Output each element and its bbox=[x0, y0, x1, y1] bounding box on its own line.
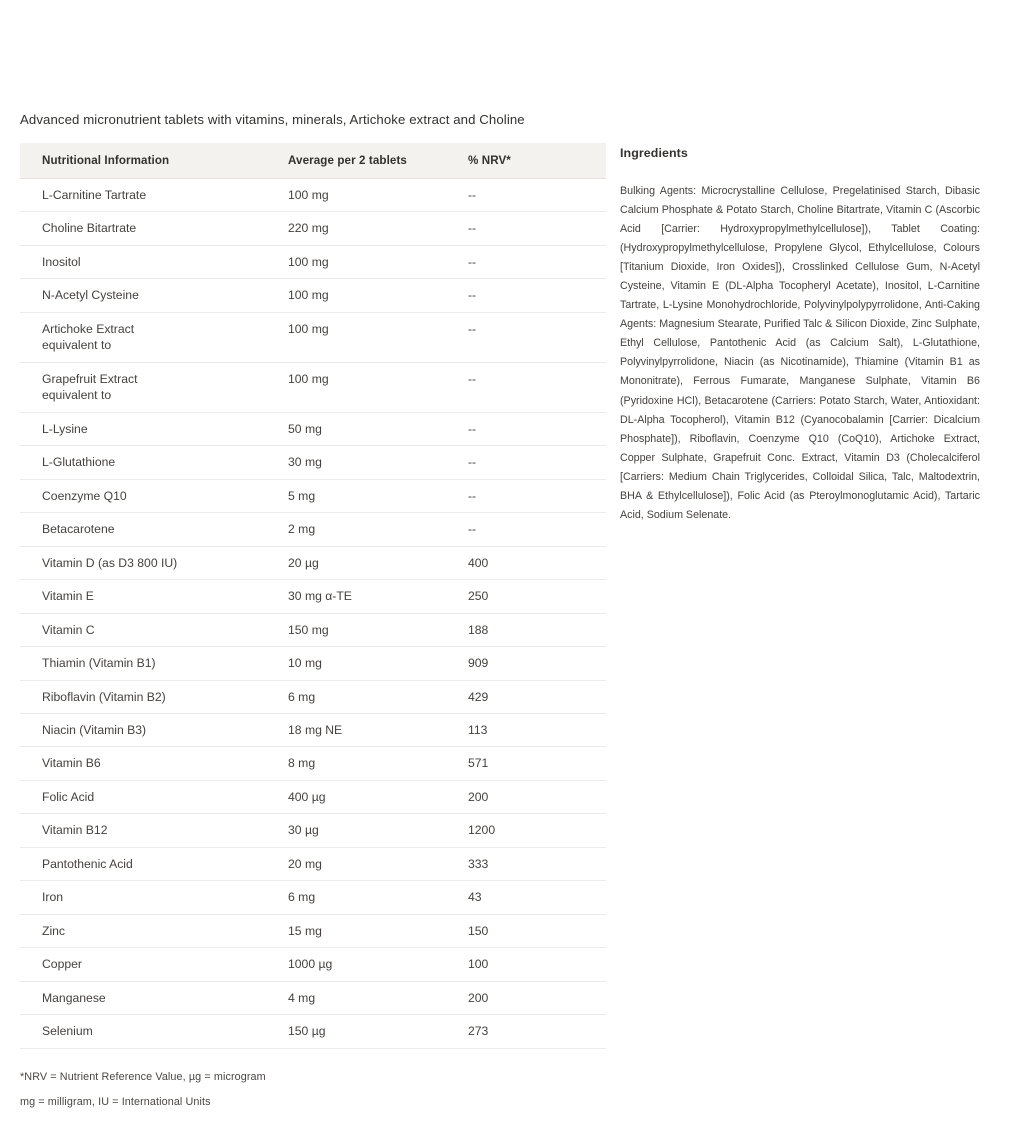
cell-nrv: -- bbox=[468, 446, 606, 479]
cell-nrv: 100 bbox=[468, 948, 606, 981]
cell-amount: 100 mg bbox=[288, 312, 468, 362]
table-row bbox=[20, 279, 606, 312]
cell-amount: 6 mg bbox=[288, 680, 468, 713]
cell-nutrient bbox=[20, 914, 288, 947]
nutrient-name: Folic Acid bbox=[42, 789, 95, 804]
cell-nutrient bbox=[20, 513, 288, 546]
cell-nrv: 150 bbox=[468, 914, 606, 947]
cell-amount: 30 mg bbox=[288, 446, 468, 479]
column-header-nrv: % NRV* bbox=[468, 143, 606, 179]
nutrient-name: L-Lysine bbox=[42, 421, 88, 436]
cell-nutrient bbox=[20, 479, 288, 512]
table-row bbox=[20, 1015, 606, 1048]
table-row bbox=[20, 479, 606, 512]
cell-nrv: -- bbox=[468, 479, 606, 512]
table-row bbox=[20, 680, 606, 713]
cell-nrv: -- bbox=[468, 179, 606, 212]
ingredients-text: Bulking Agents: Microcrystalline Cellulose, Pregelatinised Starch, Dibasic Calcium Phosphate & Potato Starch, Choline Bitartrate, Vitamin C (Ascorbic Acid [Carrier: Hydroxypropylmethylcellulose]), Tablet Coating: (Hydroxypropylmethylcellulose, Propylene Glycol, Ethylcellulose, Colours [Titanium Dioxide, Iron Oxides]), Crosslinked Cellulose Gum, N-Acetyl Cysteine, Vitamin E (DL-Alpha Tocopheryl Acetate), Inositol, L-Carnitine Tartrate, L-Lysine Monohydrochloride, Polyvinylpolypyrrolidone, Anti-Caking Agents: Magnesium Stearate, Purified Talc & Silicon Dioxide, Zinc Sulphate, Ethyl Cellulose, Pantothenic Acid (as Calcium Salt), L-Glutathione, Polyvinylpyrrolidone, Niacin (as Nicotinamide), Thiamine (Vitamin B1 as Mononitrate), Ferrous Fumarate, Manganese Sulphate, Vitamin B6 (Pyridoxine HCl), Betacarotene (Carriers: Potato Starch, Water, Antioxidant: DL-Alpha Tocopherol), Vitamin B12 (Cyanocobalamin [Carrier: Dicalcium Phosphate]), Riboflavin, Coenzyme Q10 (CoQ10), Artichoke Extract, Copper Sulphate, Grapefruit Conc. Extract, Vitamin D3 (Cholecalciferol [Carriers: Medium Chain Triglycerides, Colloidal Silica, Talc, Maltodextrin, BHA & Ethylcellulose]), Folic Acid (as Pteroylmonoglutamic Acid), Tartaric Acid, Sodium Selenate. bbox=[620, 185, 980, 521]
nutrient-name: Grapefruit Extract bbox=[42, 371, 138, 386]
cell-nutrient bbox=[20, 747, 288, 780]
table-row bbox=[20, 847, 606, 880]
cell-amount: 100 mg bbox=[288, 279, 468, 312]
nutrient-name: Vitamin B6 bbox=[42, 756, 101, 771]
table-row bbox=[20, 546, 606, 579]
cell-amount: 30 µg bbox=[288, 814, 468, 847]
cell-nrv: 200 bbox=[468, 981, 606, 1014]
cell-nutrient bbox=[20, 580, 288, 613]
cell-nutrient bbox=[20, 245, 288, 278]
table-row bbox=[20, 647, 606, 680]
nutritional-information-table bbox=[20, 143, 606, 1049]
cell-amount: 100 mg bbox=[288, 179, 468, 212]
cell-amount: 100 mg bbox=[288, 362, 468, 412]
cell-nutrient bbox=[20, 881, 288, 914]
cell-nutrient bbox=[20, 981, 288, 1014]
cell-amount: 4 mg bbox=[288, 981, 468, 1014]
table-row bbox=[20, 212, 606, 245]
cell-nutrient bbox=[20, 179, 288, 212]
nutrient-name: Zinc bbox=[42, 923, 66, 938]
cell-nutrient bbox=[20, 780, 288, 813]
table-header-row bbox=[20, 143, 606, 179]
table-row bbox=[20, 914, 606, 947]
column-header-nutrient: Nutritional Information bbox=[20, 143, 288, 179]
nutrient-name: Choline Bitartrate bbox=[42, 221, 137, 236]
cell-nutrient bbox=[20, 412, 288, 445]
cell-amount: 6 mg bbox=[288, 881, 468, 914]
cell-nrv: -- bbox=[468, 279, 606, 312]
cell-nrv: 273 bbox=[468, 1015, 606, 1048]
cell-nrv: 200 bbox=[468, 780, 606, 813]
table-row bbox=[20, 362, 606, 412]
cell-nrv: -- bbox=[468, 412, 606, 445]
cell-nutrient bbox=[20, 546, 288, 579]
cell-amount: 18 mg NE bbox=[288, 713, 468, 746]
nutrient-subtext: equivalent to bbox=[42, 338, 112, 353]
cell-amount: 20 mg bbox=[288, 847, 468, 880]
table-row bbox=[20, 412, 606, 445]
footnote-units: mg = milligram, IU = International Units bbox=[20, 1095, 211, 1108]
table-row bbox=[20, 580, 606, 613]
cell-amount: 8 mg bbox=[288, 747, 468, 780]
cell-amount: 220 mg bbox=[288, 212, 468, 245]
cell-amount: 150 mg bbox=[288, 613, 468, 646]
footnotes bbox=[20, 1071, 560, 1108]
nutrient-subtext: equivalent to bbox=[42, 388, 112, 403]
nutrient-name: Iron bbox=[42, 890, 64, 905]
nutrient-name: L-Glutathione bbox=[42, 455, 116, 470]
table-row bbox=[20, 814, 606, 847]
table-row bbox=[20, 747, 606, 780]
nutrient-name: Vitamin C bbox=[42, 622, 95, 637]
nutrient-name: Inositol bbox=[42, 254, 81, 269]
table-body bbox=[20, 179, 606, 1049]
cell-amount: 20 µg bbox=[288, 546, 468, 579]
ingredients-title: Ingredients bbox=[620, 146, 688, 160]
cell-nrv: 43 bbox=[468, 881, 606, 914]
cell-nutrient bbox=[20, 312, 288, 362]
cell-nutrient bbox=[20, 647, 288, 680]
nutrient-name: Selenium bbox=[42, 1024, 93, 1039]
cell-amount: 15 mg bbox=[288, 914, 468, 947]
cell-amount: 5 mg bbox=[288, 479, 468, 512]
cell-nutrient bbox=[20, 713, 288, 746]
cell-amount: 30 mg α-TE bbox=[288, 580, 468, 613]
nutrient-name: Coenzyme Q10 bbox=[42, 488, 127, 503]
cell-nrv: 1200 bbox=[468, 814, 606, 847]
cell-nrv: -- bbox=[468, 245, 606, 278]
cell-nrv: -- bbox=[468, 212, 606, 245]
cell-nrv: 333 bbox=[468, 847, 606, 880]
cell-nrv: 429 bbox=[468, 680, 606, 713]
nutrient-name: Manganese bbox=[42, 990, 106, 1005]
cell-nrv: 571 bbox=[468, 747, 606, 780]
table-row bbox=[20, 713, 606, 746]
table-row bbox=[20, 881, 606, 914]
cell-nutrient bbox=[20, 362, 288, 412]
nutrient-name: Thiamin (Vitamin B1) bbox=[42, 656, 156, 671]
product-description: Advanced micronutrient tablets with vitamins, minerals, Artichoke extract and Choline bbox=[20, 112, 525, 127]
cell-nutrient bbox=[20, 613, 288, 646]
nutrient-name: Copper bbox=[42, 957, 82, 972]
nutrient-name: Betacarotene bbox=[42, 522, 115, 537]
cell-nutrient bbox=[20, 1015, 288, 1048]
table-row bbox=[20, 780, 606, 813]
column-header-average: Average per 2 tablets bbox=[288, 143, 468, 179]
table-row bbox=[20, 513, 606, 546]
cell-nutrient bbox=[20, 279, 288, 312]
nutrient-name: Niacin (Vitamin B3) bbox=[42, 722, 147, 737]
nutrient-name: Vitamin D (as D3 800 IU) bbox=[42, 555, 178, 570]
cell-amount: 10 mg bbox=[288, 647, 468, 680]
cell-nrv: 113 bbox=[468, 713, 606, 746]
cell-amount: 1000 µg bbox=[288, 948, 468, 981]
cell-nutrient bbox=[20, 814, 288, 847]
table-header bbox=[20, 143, 606, 179]
cell-nutrient bbox=[20, 446, 288, 479]
cell-nrv: 400 bbox=[468, 546, 606, 579]
ingredients-panel bbox=[620, 146, 980, 525]
cell-amount: 400 µg bbox=[288, 780, 468, 813]
cell-nrv: -- bbox=[468, 312, 606, 362]
nutrient-name: N-Acetyl Cysteine bbox=[42, 288, 139, 303]
cell-nrv: 909 bbox=[468, 647, 606, 680]
nutrient-name: L-Carnitine Tartrate bbox=[42, 188, 147, 202]
cell-nrv: 250 bbox=[468, 580, 606, 613]
table-row bbox=[20, 179, 606, 212]
cell-nutrient bbox=[20, 212, 288, 245]
table-row bbox=[20, 245, 606, 278]
nutrient-name: Artichoke Extract bbox=[42, 321, 135, 336]
nutrient-name: Vitamin B12 bbox=[42, 823, 108, 838]
cell-amount: 100 mg bbox=[288, 245, 468, 278]
nutrition-panel bbox=[20, 112, 560, 1121]
cell-nutrient bbox=[20, 680, 288, 713]
nutrient-name: Pantothenic Acid bbox=[42, 856, 133, 871]
cell-amount: 150 µg bbox=[288, 1015, 468, 1048]
cell-nutrient bbox=[20, 847, 288, 880]
nutrient-name: Vitamin E bbox=[42, 589, 94, 604]
cell-nrv: -- bbox=[468, 362, 606, 412]
cell-amount: 50 mg bbox=[288, 412, 468, 445]
cell-nutrient bbox=[20, 948, 288, 981]
table-row bbox=[20, 312, 606, 362]
table-row bbox=[20, 613, 606, 646]
table-row bbox=[20, 981, 606, 1014]
table-row bbox=[20, 446, 606, 479]
cell-nrv: -- bbox=[468, 513, 606, 546]
table-row bbox=[20, 948, 606, 981]
nutrient-name: Riboflavin (Vitamin B2) bbox=[42, 689, 166, 704]
cell-amount: 2 mg bbox=[288, 513, 468, 546]
cell-nrv: 188 bbox=[468, 613, 606, 646]
footnote-nrv: *NRV = Nutrient Reference Value, µg = microgram bbox=[20, 1070, 266, 1083]
